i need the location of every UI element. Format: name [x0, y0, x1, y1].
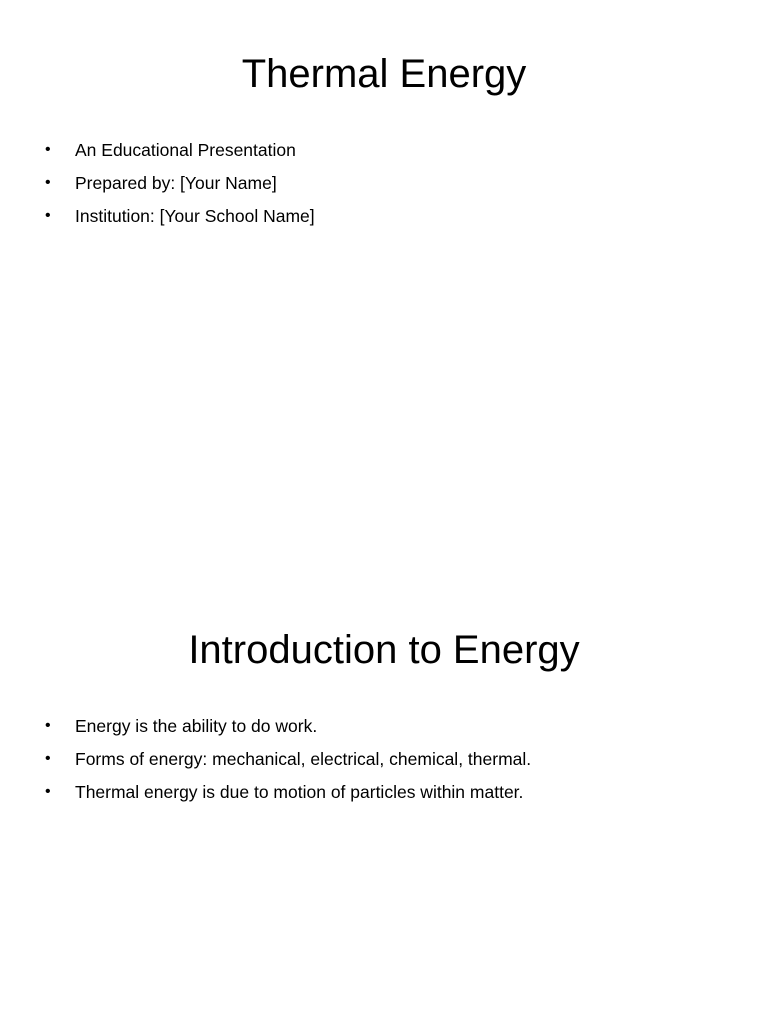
slide-2 — [0, 576, 768, 1024]
bullet-list — [0, 138, 768, 237]
slide-title: Thermal Energy — [241, 52, 527, 96]
list-item — [0, 714, 768, 747]
bullet-list — [0, 714, 768, 813]
bullet-text: Forms of energy: mechanical, electrical, chemical, thermal. — [75, 749, 532, 769]
list-item — [0, 780, 768, 813]
bullet-icon: • — [45, 717, 51, 734]
bullet-text: An Educational Presentation — [75, 140, 296, 160]
bullet-text: Thermal energy is due to motion of particles within matter. — [75, 782, 524, 802]
list-item — [0, 747, 768, 780]
bullet-text: Prepared by: [Your Name] — [75, 173, 277, 193]
bullet-icon: • — [45, 783, 51, 800]
bullet-text: Institution: [Your School Name] — [75, 206, 315, 226]
bullet-icon: • — [45, 174, 51, 191]
list-item — [0, 138, 768, 171]
bullet-icon: • — [45, 207, 51, 224]
bullet-icon: • — [45, 141, 51, 158]
bullet-icon: • — [45, 750, 51, 767]
bullet-text: Energy is the ability to do work. — [75, 716, 318, 736]
list-item — [0, 171, 768, 204]
slide-title: Introduction to Energy — [188, 628, 580, 672]
list-item — [0, 204, 768, 237]
